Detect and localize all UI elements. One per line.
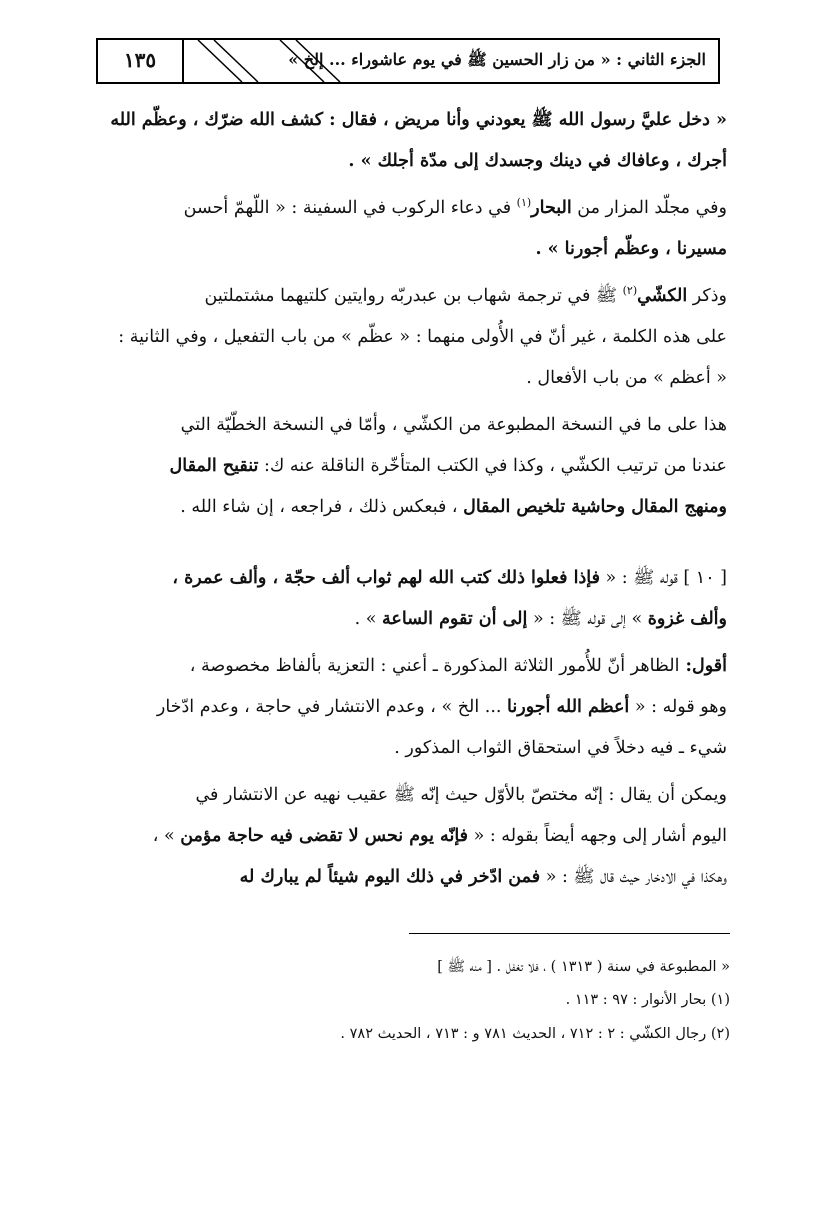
paragraph-bihar [95,188,727,270]
running-header [96,38,720,84]
quote: إلى أن تقوم الساعة [382,609,528,629]
aqool-label: أقول: [679,656,727,676]
text: » إلى قوله ﷺ : « [527,609,648,629]
text: وذكر [687,286,727,306]
footnote-separator [409,933,730,934]
text: في دعاء الركوب في السفينة : « اللّهمّ أحسن [183,198,517,218]
text: ، فبعكس ذلك ، فراجعه ، إن شاء الله . [180,497,464,517]
text: « أعظم » من باب الأفعال . [526,368,727,388]
header-ornament [184,40,344,82]
paragraph-aqool [95,646,727,769]
footnote-ref-1: (١) [516,196,532,210]
quote: فإذا فعلوا ذلك كتب الله لهم ثواب ألف حجّة ، وألف عمرة ، [172,568,600,588]
text: اليوم أشار إلى وجهه أيضاً بقوله : « [468,826,727,846]
text: » ، [152,826,181,846]
footnote-1: (١) بحار الأنوار : ٩٧ : ١١٣ . [565,992,730,1008]
text: مسيرنا ، وعظّم أجورنا » . [535,239,727,259]
text: ﷺ في ترجمة شهاب بن عبدربّه روايتين كلتيهما مشتملتين [204,286,623,306]
paragraph-possible [95,775,727,898]
footnote-note: « المطبوعة في سنة ( ١٣١٣ ) ، فلا تغفل . [ منه ﷺ ] [437,959,730,975]
footnote-ref-2: (٢) [622,284,638,298]
text: وهو قوله : « [629,697,727,717]
main-text [95,100,727,904]
paragraph-kashshi [95,276,727,399]
paragraph-quote [95,100,727,182]
text: شيء ـ فيه دخلاً في استحقاق الثواب المذكور . [394,738,727,758]
text: ويمكن أن يقال : إنّه مختصّ بالأوّل حيث إنّه ﷺ عقيب نهيه عن الانتشار في [195,785,727,805]
text: على هذه الكلمة ، غير أنّ في الأُولى منهما : « عظّم » من باب التفعيل ، وفي الثانية : [118,327,727,347]
text: هذا على ما في النسخة المطبوعة من الكشّي ، وأمّا في النسخة الخطّيّة التي [180,415,727,435]
source-kashshi: الكشّي [637,286,688,306]
text: » . [354,609,383,629]
book-titles: ومنهج المقال وحاشية تلخيص المقال [463,497,727,517]
header-title: الجزء الثاني : « من زار الحسين ﷺ في يوم عاشوراء ... إلخ » [288,50,706,69]
text: الظاهر أنّ للأُمور الثلاثة المذكورة ـ أعني : التعزية بألفاظ مخصوصة ، [189,656,680,676]
footnote-2: (٢) رجال الكشّي : ٢ : ٧١٢ ، الحديث ٧٨١ و : ٧١٣ ، الحديث ٧٨٢ . [340,1026,730,1042]
quote-line-1: « دخل عليَّ رسول الله ﷺ يعودني وأنا مريض ، فقال : كشف الله ضرّك ، وعظّم الله [110,110,727,130]
page-number: ١٣٥ [98,40,184,82]
text: عندنا من ترتيب الكشّي ، وكذا في الكتب المتأخّرة الناقلة عنه ك: [258,456,727,476]
quote-line-2: أجرك ، وعافاك في دينك وجسدك إلى مدّة أجلك » . [348,151,727,171]
quote: أعظم الله أجورنا [507,697,630,717]
quote: فمن ادّخر في ذلك اليوم شيئاً لم يبارك له [239,867,541,887]
source-bihar: البحار [531,198,572,218]
text: ... الخ » ، وعدم الانتشار في حاجة ، وعدم ادّخار [156,697,508,717]
quote: وألف غزوة [647,609,727,629]
paragraph-manuscript [95,405,727,528]
item-marker: [ ١٠ ] قوله ﷺ : « [599,568,727,588]
paragraph-item-10 [95,558,727,640]
text: وهكذا في الادخار حيث قال ﷺ : « [540,867,727,887]
book-title: تنقيح المقال [169,456,259,476]
quote: فإنّه يوم نحس لا تقضى فيه حاجة مؤمن [180,826,469,846]
text: وفي مجلّد المزار من [571,198,727,218]
